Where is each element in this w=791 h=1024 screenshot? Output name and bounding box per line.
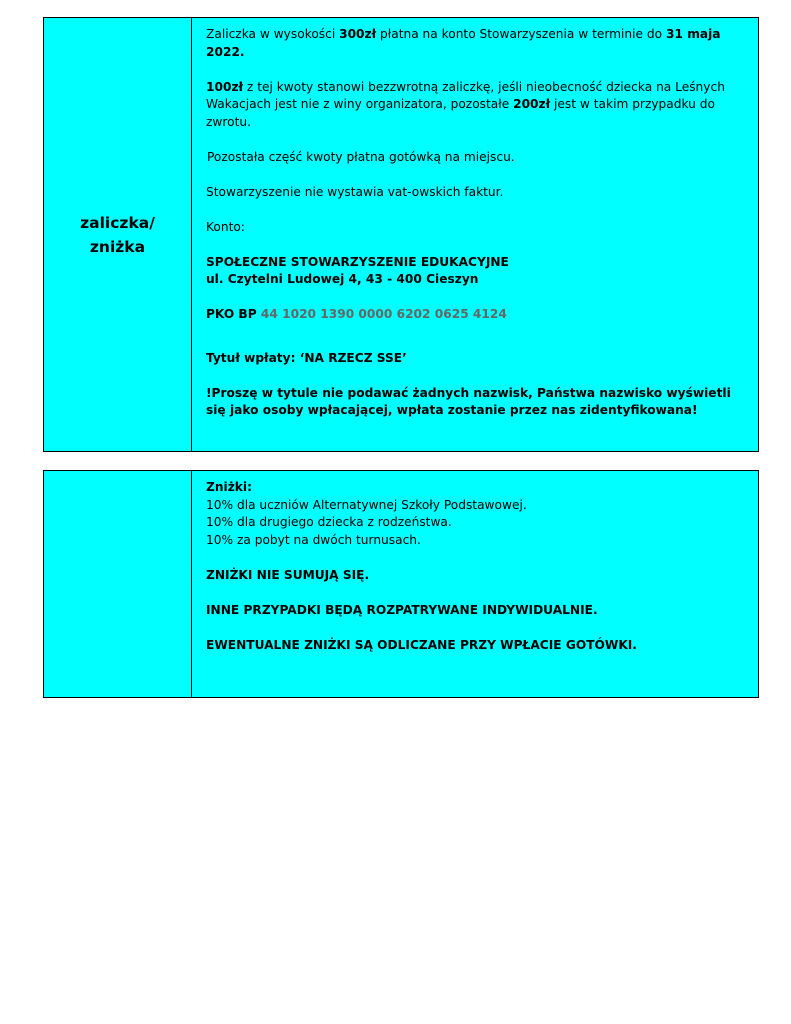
discounts-table [43, 470, 759, 698]
nonrefundable-amount: 100zł [206, 79, 244, 94]
org-name: SPOŁECZNE STOWARZYSZENIE EDUKACYJNE [206, 254, 509, 269]
refund-paragraph [206, 79, 744, 132]
payment-table [43, 17, 759, 452]
payment-label-cell [44, 18, 192, 451]
refund-text-b: jest w takim przypadku do zwrotu. [206, 97, 715, 129]
refundable-amount: 200zł [513, 97, 551, 111]
discounts-heading: Zniżki: [206, 480, 252, 494]
bank-name: PKO BP [206, 307, 261, 321]
discounts-label-cell [44, 471, 192, 697]
org-address: ul. Czytelni Ludowej 4, 43 - 400 Cieszyn [206, 272, 479, 286]
vat-note: Stowarzyszenie nie wystawia vat-owskich faktur. [206, 184, 504, 199]
deposit-text-b: płatna na konto Stowarzyszenia w terminie do [376, 27, 666, 41]
discount-item: 10% dla uczniów Alternatywnej Szkoły Podstawowej. [206, 497, 527, 512]
account-label: Konto: [206, 219, 245, 234]
deposit-deadline: 31 maja 2022. [206, 27, 721, 59]
discounts-note-cash: EWENTUALNE ZNIŻKI SĄ ODLICZANE PRZY WPŁACIE GOTÓWKI. [206, 637, 637, 652]
transfer-warning: !Proszę w tytule nie podawać żadnych nazwisk, Państwa nazwisko wyświetli się jako osoby wpłacającej, wpłata zostanie przez nas zidentyfikowana! [206, 385, 731, 417]
payment-label: zaliczka/ zniżka [80, 213, 155, 256]
discount-item: 10% dla drugiego dziecka z rodzeństwa. [206, 515, 452, 529]
refund-text-a: z tej kwoty stanowi bezzwrotną zaliczkę, jeśli nieobecność dziecka na Leśnych Wakacjach jest nie z winy organizatora, pozostałe [206, 79, 725, 111]
deposit-text-a: Zaliczka w wysokości [206, 27, 340, 41]
discounts-note-no-stacking: ZNIŻKI NIE SUMUJĄ SIĘ. [206, 567, 370, 582]
deposit-paragraph [206, 26, 744, 61]
discounts-content-cell [192, 471, 758, 697]
discount-item: 10% za pobyt na dwóch turnusach. [206, 532, 421, 547]
discounts-note-individual: INNE PRZYPADKI BĘDĄ ROZPATRYWANE INDYWIDUALNIE. [206, 602, 598, 617]
account-number: 44 1020 1390 0000 6202 0625 4124 [260, 307, 507, 321]
cash-note: Pozostała część kwoty płatna gotówką na miejscu. [207, 149, 515, 164]
bank-account-line [206, 306, 744, 324]
transfer-title: Tytuł wpłaty: ‘NA RZECZ SSE’ [206, 350, 407, 365]
deposit-amount: 300zł [339, 27, 377, 41]
payment-content-cell [192, 18, 758, 451]
